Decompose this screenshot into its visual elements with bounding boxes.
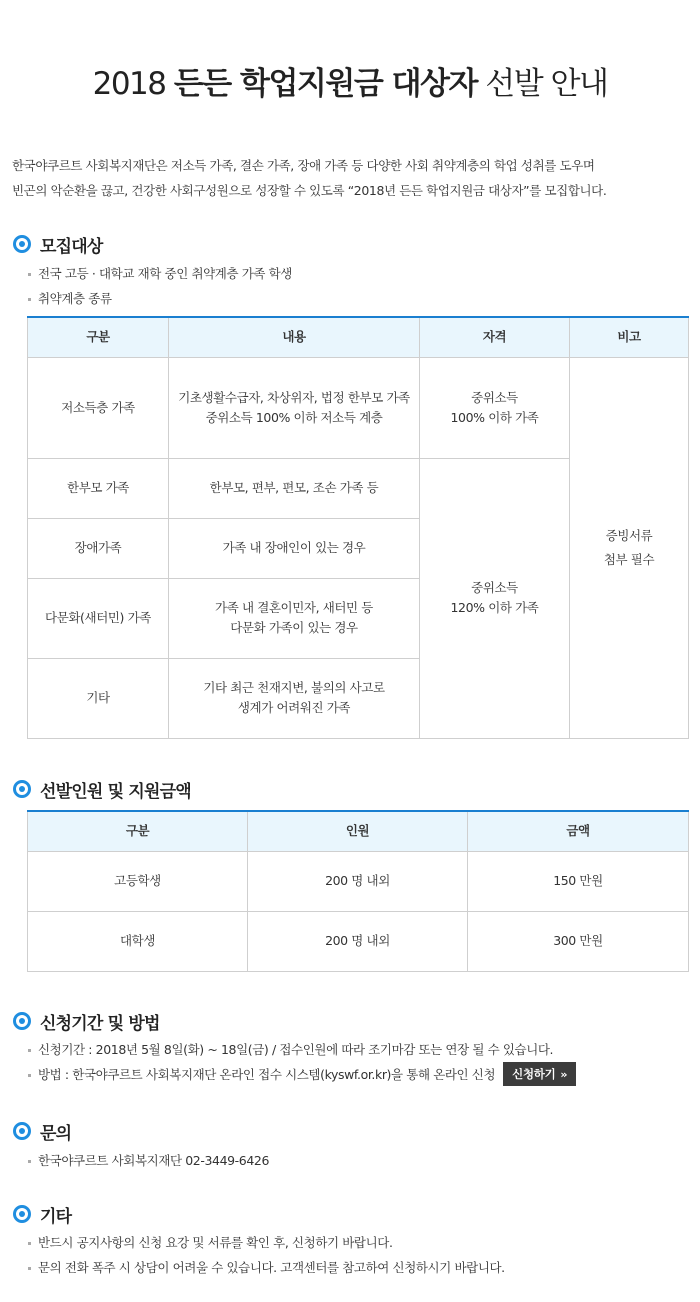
list-item xyxy=(28,1040,553,1058)
category-cell: 대학생 xyxy=(28,911,248,971)
section-etc-heading xyxy=(13,1203,71,1225)
section-title: 신청기간 및 방법 xyxy=(40,1013,160,1034)
contact-text: 한국야쿠르트 사회복지재단 02-3449-6426 xyxy=(38,1153,269,1168)
title-rest: 선발 안내 xyxy=(485,66,608,102)
section-bullet-icon xyxy=(13,1205,31,1223)
category-cell: 장애가족 xyxy=(28,518,169,578)
amount-cell: 150 만원 xyxy=(468,851,689,911)
apply-button[interactable] xyxy=(503,1062,576,1086)
list-item xyxy=(28,289,112,307)
section-bullet-icon xyxy=(13,1012,31,1030)
table-header-row xyxy=(28,317,689,357)
list-dot-icon xyxy=(28,1242,31,1245)
category-cell: 한부모 가족 xyxy=(28,458,169,518)
content-cell: 기타 최근 천재지변, 불의의 사고로 생계가 어려워진 가족 xyxy=(169,658,420,738)
amount-cell: 300 만원 xyxy=(468,911,689,971)
section-contact-heading xyxy=(13,1120,71,1142)
title-bold: 든든 학업지원금 대상자 xyxy=(173,66,477,102)
count-cell: 200 명 내외 xyxy=(248,851,468,911)
content-cell: 기초생활수급자, 차상위자, 법정 한부모 가족 중위소득 100% 이하 저소득 계층 xyxy=(169,357,420,458)
list-dot-icon xyxy=(28,273,31,276)
selection-table xyxy=(27,810,689,972)
column-header: 구분 xyxy=(28,811,248,851)
table-header-row xyxy=(28,811,689,851)
qualification-cell: 중위소득 100% 이하 가족 xyxy=(420,357,570,458)
table-row xyxy=(28,357,689,458)
intro-line-1: 한국야쿠르트 사회복지재단은 저소득 가족, 결손 가족, 장애 가족 등 다양한 사회 취약계층의 학업 성취를 도우며 xyxy=(12,158,595,173)
table-row xyxy=(28,911,689,971)
table-row xyxy=(28,851,689,911)
double-chevron-right-icon: » xyxy=(560,1067,568,1081)
content-cell: 한부모, 편부, 편모, 조손 가족 등 xyxy=(169,458,420,518)
apply-button-label: 신청하기 xyxy=(512,1067,556,1081)
list-item-text: 문의 전화 폭주 시 상담이 어려울 수 있습니다. 고객센터를 참고하여 신청하시기 바랍니다. xyxy=(38,1260,505,1275)
category-cell: 다문화(새터민) 가족 xyxy=(28,578,169,658)
qualification-cell: 중위소득 120% 이하 가족 xyxy=(420,458,570,738)
content-cell: 가족 내 결혼이민자, 새터민 등 다문화 가족이 있는 경우 xyxy=(169,578,420,658)
list-item-text: 전국 고등 · 대학교 재학 중인 취약계층 가족 학생 xyxy=(38,266,292,281)
list-item-text: 반드시 공지사항의 신청 요강 및 서류를 확인 후, 신청하기 바랍니다. xyxy=(38,1235,393,1250)
column-header: 인원 xyxy=(248,811,468,851)
column-header: 금액 xyxy=(468,811,689,851)
list-dot-icon xyxy=(28,1267,31,1270)
category-cell: 고등학생 xyxy=(28,851,248,911)
section-apply-heading xyxy=(13,1010,160,1032)
content-cell: 가족 내 장애인이 있는 경우 xyxy=(169,518,420,578)
list-item xyxy=(28,1258,505,1276)
list-dot-icon xyxy=(28,298,31,301)
list-item xyxy=(28,1062,576,1086)
apply-period-text: 신청기간 : 2018년 5월 8일(화) ~ 18일(금) / 접수인원에 따라 조기마감 또는 연장 될 수 있습니다. xyxy=(38,1042,554,1057)
list-dot-icon xyxy=(28,1074,31,1077)
list-dot-icon xyxy=(28,1049,31,1052)
column-header: 구분 xyxy=(28,317,169,357)
list-item-text: 취약계층 종류 xyxy=(38,291,112,306)
count-cell: 200 명 내외 xyxy=(248,911,468,971)
page-title xyxy=(0,58,700,103)
intro-text xyxy=(12,153,692,203)
section-bullet-icon xyxy=(13,780,31,798)
section-recruit-heading xyxy=(13,233,103,255)
column-header: 자격 xyxy=(420,317,570,357)
intro-line-2: 빈곤의 악순환을 끊고, 건강한 사회구성원으로 성장할 수 있도록 “2018년 든든 학업지원금 대상자”를 모집합니다. xyxy=(12,183,607,198)
section-bullet-icon xyxy=(13,1122,31,1140)
category-cell: 저소득층 가족 xyxy=(28,357,169,458)
section-title: 모집대상 xyxy=(40,236,103,257)
list-item xyxy=(28,1151,269,1169)
section-title: 문의 xyxy=(40,1123,72,1144)
category-cell: 기타 xyxy=(28,658,169,738)
title-year: 2018 xyxy=(92,66,166,102)
section-title: 기타 xyxy=(40,1206,72,1227)
list-dot-icon xyxy=(28,1160,31,1163)
column-header: 내용 xyxy=(169,317,420,357)
list-item xyxy=(28,1233,393,1251)
section-bullet-icon xyxy=(13,235,31,253)
note-cell: 증빙서류 첨부 필수 xyxy=(570,357,689,738)
section-selection-heading xyxy=(13,778,191,800)
vulnerable-group-table xyxy=(27,316,689,739)
list-item xyxy=(28,264,292,282)
section-title: 선발인원 및 지원금액 xyxy=(40,781,191,802)
column-header: 비고 xyxy=(570,317,689,357)
apply-method-text: 방법 : 한국야쿠르트 사회복지재단 온라인 접수 시스템(kyswf.or.kr)을 통해 온라인 신청 xyxy=(38,1067,496,1082)
